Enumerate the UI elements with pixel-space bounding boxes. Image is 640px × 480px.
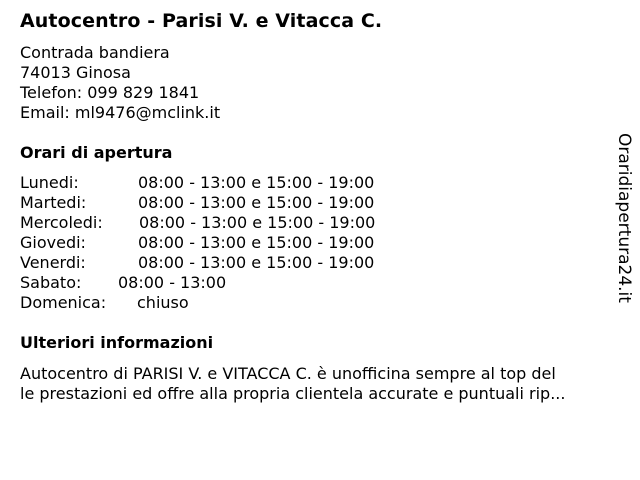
hours-value: 08:00 - 13:00 [118,273,227,292]
description-line: le prestazioni ed offre alla propria clientela accurate e puntuali rip... [20,384,566,403]
hours-row-thursday [20,233,440,253]
additional-info-text [20,364,624,404]
phone-number: Telefon: 099 829 1841 [20,83,200,102]
hours-row-sunday [20,293,440,313]
business-name: Autocentro - Parisi V. e Vitacca C. [20,10,383,32]
address-street: Contrada bandiera [20,43,170,62]
hours-row-monday [20,173,440,193]
day-label: Martedi: [20,193,87,212]
hours-row-wednesday [20,213,440,233]
hours-value: 08:00 - 13:00 e 15:00 - 19:00 [138,173,375,192]
address-city: 74013 Ginosa [20,63,131,82]
hours-value: 08:00 - 13:00 e 15:00 - 19:00 [139,213,376,232]
opening-hours-heading: Orari di apertura [20,143,173,162]
hours-row-tuesday [20,193,440,213]
day-label: Venerdi: [20,253,86,272]
additional-info-heading: Ulteriori informazioni [20,333,214,352]
description-line: Autocentro di PARISI V. e VITACCA C. è unofficina sempre al top del [20,364,556,383]
hours-value: 08:00 - 13:00 e 15:00 - 19:00 [138,233,375,252]
day-label: Sabato: [20,273,82,292]
site-watermark: Oraridiapertura24.it [614,133,634,303]
hours-row-friday [20,253,440,273]
day-label: Mercoledi: [20,213,103,232]
day-label: Giovedi: [20,233,86,252]
day-label: Domenica: [20,293,107,312]
day-label: Lunedi: [20,173,79,192]
hours-value: chiuso [137,293,189,312]
email-address: Email: ml9476@mclink.it [20,103,221,122]
hours-row-saturday [20,273,440,293]
hours-value: 08:00 - 13:00 e 15:00 - 19:00 [138,193,375,212]
hours-value: 08:00 - 13:00 e 15:00 - 19:00 [138,253,375,272]
